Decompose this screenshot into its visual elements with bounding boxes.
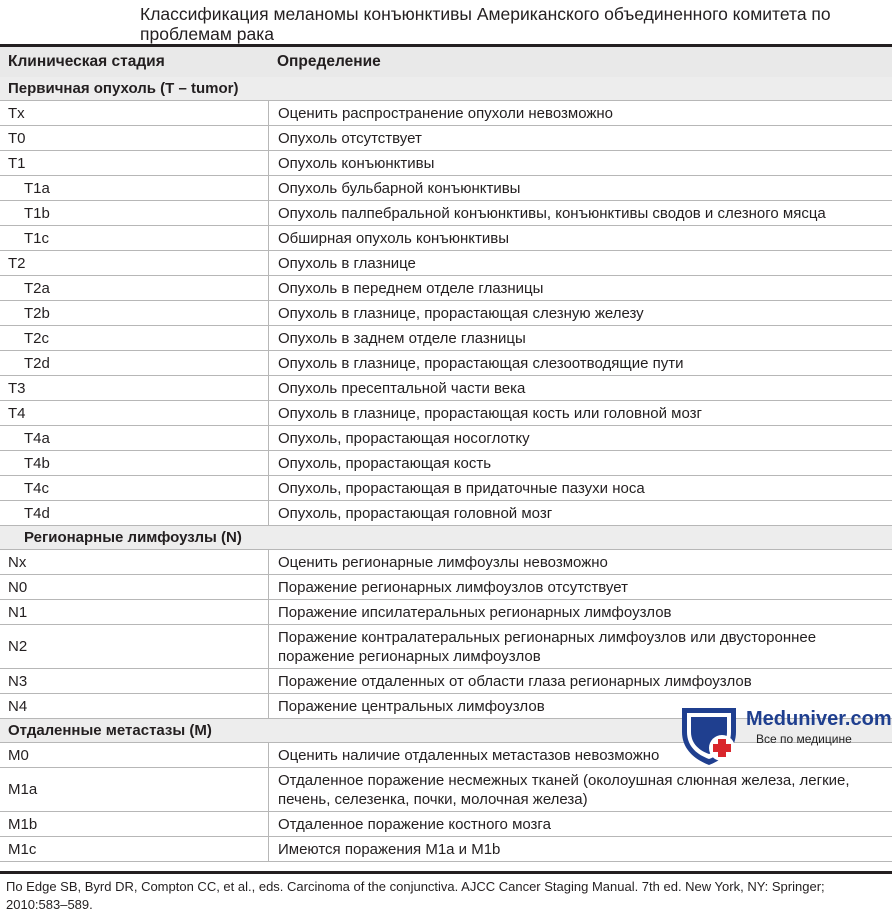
bottom-rule [0,871,892,874]
logo-brand: Meduniver.com [746,708,892,730]
table-row [0,501,892,526]
stage-cell: N4 [8,697,28,715]
table-row [0,550,892,575]
table-row [0,351,892,376]
stage-cell: T4d [24,504,50,522]
table-row [0,600,892,625]
definition-cell: Опухоль, прорастающая в придаточные пазухи носа [268,476,892,500]
table-row [0,101,892,126]
header-stage: Клиническая стадия [8,53,165,70]
definition-cell: Опухоль в глазнице, прорастающая кость или головной мозг [268,401,892,425]
table-row [0,768,892,812]
stage-cell: T1a [24,179,50,197]
stage-cell: N2 [8,638,28,655]
table-row [0,426,892,451]
stage-cell: T4b [24,454,50,472]
stage-cell: T2c [24,329,50,347]
stage-cell: Tx [8,104,25,122]
table-row [0,401,892,426]
meduniver-logo[interactable] [676,700,892,770]
table-row [0,326,892,351]
definition-cell: Опухоль пресептальной части века [268,376,892,400]
definition-cell: Опухоль в переднем отделе глазницы [268,276,892,300]
table-header [0,47,892,77]
definition-cell: Опухоль в глазнице [268,251,892,275]
section-row [0,526,892,550]
section-row [0,77,892,101]
table-row [0,812,892,837]
table-row [0,575,892,600]
table-row [0,276,892,301]
definition-cell: Опухоль конъюнктивы [268,151,892,175]
table-row [0,251,892,276]
table-row [0,669,892,694]
table-row [0,625,892,669]
definition-cell: Поражение ипсилатеральных регионарных лимфоузлов [268,600,892,624]
definition-cell: Опухоль палпебральной конъюнктивы, конъюнктивы сводов и слезного мясца [268,201,892,225]
stage-cell: M1b [8,815,38,833]
stage-cell: T1c [24,229,50,247]
stage-cell: Nx [8,553,27,571]
stage-cell: T1 [8,154,26,172]
stage-cell: N1 [8,603,28,621]
stage-cell: T4 [8,404,26,422]
definition-cell: Отдаленное поражение костного мозга [268,812,892,836]
stage-cell: T4c [24,479,50,497]
definition-cell: Поражение центральных лимфоузлов [268,694,892,718]
definition-cell: Опухоль, прорастающая головной мозг [268,501,892,525]
table-row [0,301,892,326]
definition-cell: Опухоль в глазнице, прорастающая слезоотводящие пути [268,351,892,375]
definition-cell: Опухоль, прорастающая кость [268,451,892,475]
definition-cell: Опухоль отсутствует [268,126,892,150]
shield-cross-icon [676,702,742,768]
table-row [0,451,892,476]
stage-cell: T3 [8,379,26,397]
definition-cell: Опухоль, прорастающая носоглотку [268,426,892,450]
definition-cell: Обширная опухоль конъюнктивы [268,226,892,250]
stage-cell: T2d [24,354,50,372]
stage-cell: N0 [8,578,28,596]
definition-cell: Оценить распространение опухоли невозможно [268,101,892,125]
definition-cell: Поражение контралатеральных регионарных лимфоузлов или двустороннее поражение регионарных лимфоузлов [268,625,892,668]
stage-cell: N3 [8,672,28,690]
table-row [0,226,892,251]
table-row [0,476,892,501]
stage-cell: Первичная опухоль (T – tumor) [8,80,239,97]
table-row [0,376,892,401]
header-definition: Определение [277,53,381,70]
stage-cell: T4a [24,429,50,447]
table-row [0,151,892,176]
definition-cell: Поражение регионарных лимфоузлов отсутствует [268,575,892,599]
stage-cell: Регионарные лимфоузлы (N) [24,529,242,546]
stage-cell: T2b [24,304,50,322]
table-row [0,176,892,201]
table-row [0,126,892,151]
definition-cell: Опухоль в заднем отделе глазницы [268,326,892,350]
table-row [0,837,892,862]
stage-cell: T1b [24,204,50,222]
stage-cell: Отдаленные метастазы (M) [8,722,212,739]
definition-cell: Оценить наличие отдаленных метастазов невозможно [268,743,892,767]
stage-cell: M1c [8,840,37,858]
definition-cell: Оценить регионарные лимфоузлы невозможно [268,550,892,574]
stage-cell: T2a [24,279,50,297]
logo-tagline: Все по медицине [756,732,852,746]
table-title: Классификация меланомы конъюнктивы Американского объединенного комитета по проблемам рака [140,4,831,44]
stage-cell: T2 [8,254,26,272]
table-row [0,201,892,226]
stage-cell: M1a [8,781,38,798]
source-footnote: По Edge SB, Byrd DR, Compton CC, et al., eds. Carcinoma of the conjunctiva. AJCC Cancer Staging Manual. 7th ed. New York, NY: Springer; 2010:583–589. [6,879,825,912]
definition-cell: Поражение отдаленных от области глаза регионарных лимфоузлов [268,669,892,693]
stage-cell: T0 [8,129,26,147]
definition-cell: Имеются поражения M1a и M1b [268,837,892,861]
definition-cell: Отдаленное поражение несмежных тканей (околоушная слюнная железа, легкие, печень, селезенка, почки, молочная железа) [268,768,892,811]
stage-cell: M0 [8,746,29,764]
definition-cell: Опухоль в глазнице, прорастающая слезную железу [268,301,892,325]
definition-cell: Опухоль бульбарной конъюнктивы [268,176,892,200]
